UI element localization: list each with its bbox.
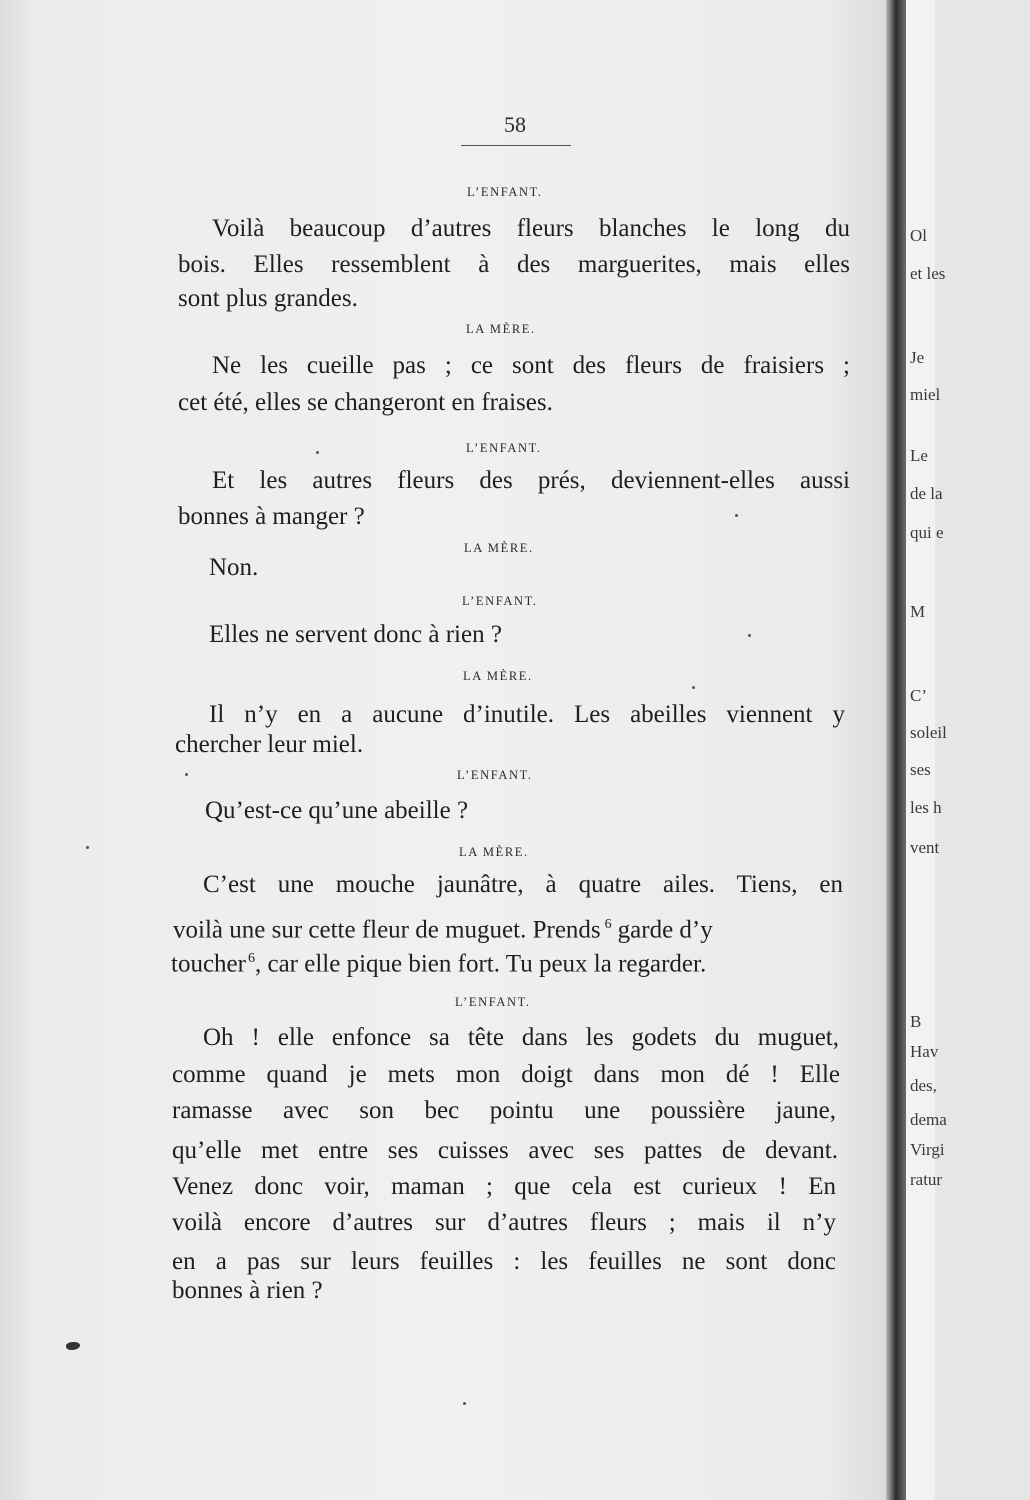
- next-page-fragment: de la: [910, 484, 943, 503]
- text-line: bois. Elles ressemblent à des marguerites, mais elles: [178, 251, 850, 278]
- next-page-fragment: Virgi: [910, 1140, 945, 1159]
- speaker-label: L’ENFANT.: [457, 768, 533, 782]
- speaker-label: L’ENFANT.: [466, 441, 542, 455]
- text-fragment: , car elle pique bien fort. Tu peux la regarder.: [254, 950, 707, 978]
- next-page-fragment: ses: [910, 760, 931, 779]
- next-page-fragment: Hav: [910, 1042, 939, 1061]
- text-line: comme quand je mets mon doigt dans mon dé ! Elle: [172, 1061, 840, 1088]
- text-line: qu’elle met entre ses cuisses avec ses pattes de devant.: [172, 1137, 838, 1164]
- next-page-fragment: soleil: [910, 723, 947, 742]
- text-fragment: voilà une sur cette fleur de muguet. Prends: [173, 916, 601, 944]
- text-line-with-note: [171, 944, 706, 979]
- speaker-label: L’ENFANT.: [455, 995, 531, 1009]
- text-line: sont plus grandes.: [178, 285, 358, 312]
- next-page-fragment: B: [910, 1012, 922, 1031]
- next-page-fragment: vent: [910, 838, 940, 857]
- text-line: chercher leur miel.: [175, 731, 364, 758]
- text-fragment: garde d’y: [617, 916, 713, 944]
- speaker-label: LA MÈRE.: [464, 541, 534, 555]
- next-page-fragment: Ol: [910, 226, 927, 245]
- text-line: en a pas sur leurs feuilles : les feuilles ne sont donc: [172, 1248, 836, 1275]
- text-line: Et les autres fleurs des prés, deviennent-elles aussi: [212, 467, 850, 494]
- text-line: Oh ! elle enfonce sa tête dans les godets du muguet,: [203, 1024, 839, 1051]
- text-line: Qu’est-ce qu’une abeille ?: [205, 797, 469, 824]
- text-line: bonnes à rien ?: [172, 1277, 323, 1304]
- speaker-label: LA MÈRE.: [459, 845, 529, 859]
- text-line: Voilà beaucoup d’autres fleurs blanches le long du: [212, 215, 850, 242]
- text-line: cet été, elles se changeront en fraises.: [178, 389, 553, 416]
- speaker-label: LA MÈRE.: [466, 322, 536, 336]
- next-page-fragment: dema: [910, 1110, 947, 1129]
- footnote-marker: 6: [604, 917, 612, 932]
- next-page-fragment: Le: [910, 446, 928, 465]
- text-line: ramasse avec son bec pointu une poussière jaune,: [172, 1097, 836, 1124]
- next-page-fragment: M: [910, 602, 926, 621]
- speaker-label: LA MÈRE.: [463, 669, 533, 683]
- text-line: Elles ne servent donc à rien ?: [209, 621, 502, 648]
- next-page-fragment: C’: [910, 686, 927, 705]
- text-line: Il n’y en a aucune d’inutile. Les abeilles viennent y: [209, 701, 845, 728]
- text-line: C’est une mouche jaunâtre, à quatre ailes. Tiens, en: [203, 871, 843, 898]
- next-page-fragment: et les: [910, 264, 946, 283]
- text-fragment: toucher: [171, 950, 246, 978]
- text-line: voilà encore d’autres sur d’autres fleurs ; mais il n’y: [172, 1209, 836, 1236]
- text-line: Venez donc voir, maman ; que cela est curieux ! En: [172, 1173, 836, 1200]
- speaker-label: L’ENFANT.: [462, 594, 538, 608]
- next-page-fragment: des,: [910, 1076, 937, 1095]
- page-number: 58: [504, 112, 526, 137]
- next-page-fragment: les h: [910, 798, 942, 817]
- book-gutter: [886, 0, 908, 1500]
- text-line: Non.: [209, 554, 259, 581]
- ink-blot: [66, 1342, 80, 1350]
- text-line: bonnes à manger ?: [178, 503, 365, 530]
- next-page-edge: [906, 0, 947, 1500]
- header-rule: [461, 145, 571, 146]
- next-page-fragment: miel: [910, 385, 941, 404]
- footnote-marker: 6: [247, 951, 255, 966]
- text-line: Ne les cueille pas ; ce sont des fleurs de fraisiers ;: [212, 352, 850, 379]
- next-page-fragment: qui e: [910, 523, 944, 542]
- next-page-fragment: Je: [910, 348, 925, 367]
- text-line-with-note: [173, 910, 713, 945]
- speaker-label: L’ENFANT.: [467, 185, 543, 199]
- next-page-fragment: ratur: [910, 1170, 943, 1189]
